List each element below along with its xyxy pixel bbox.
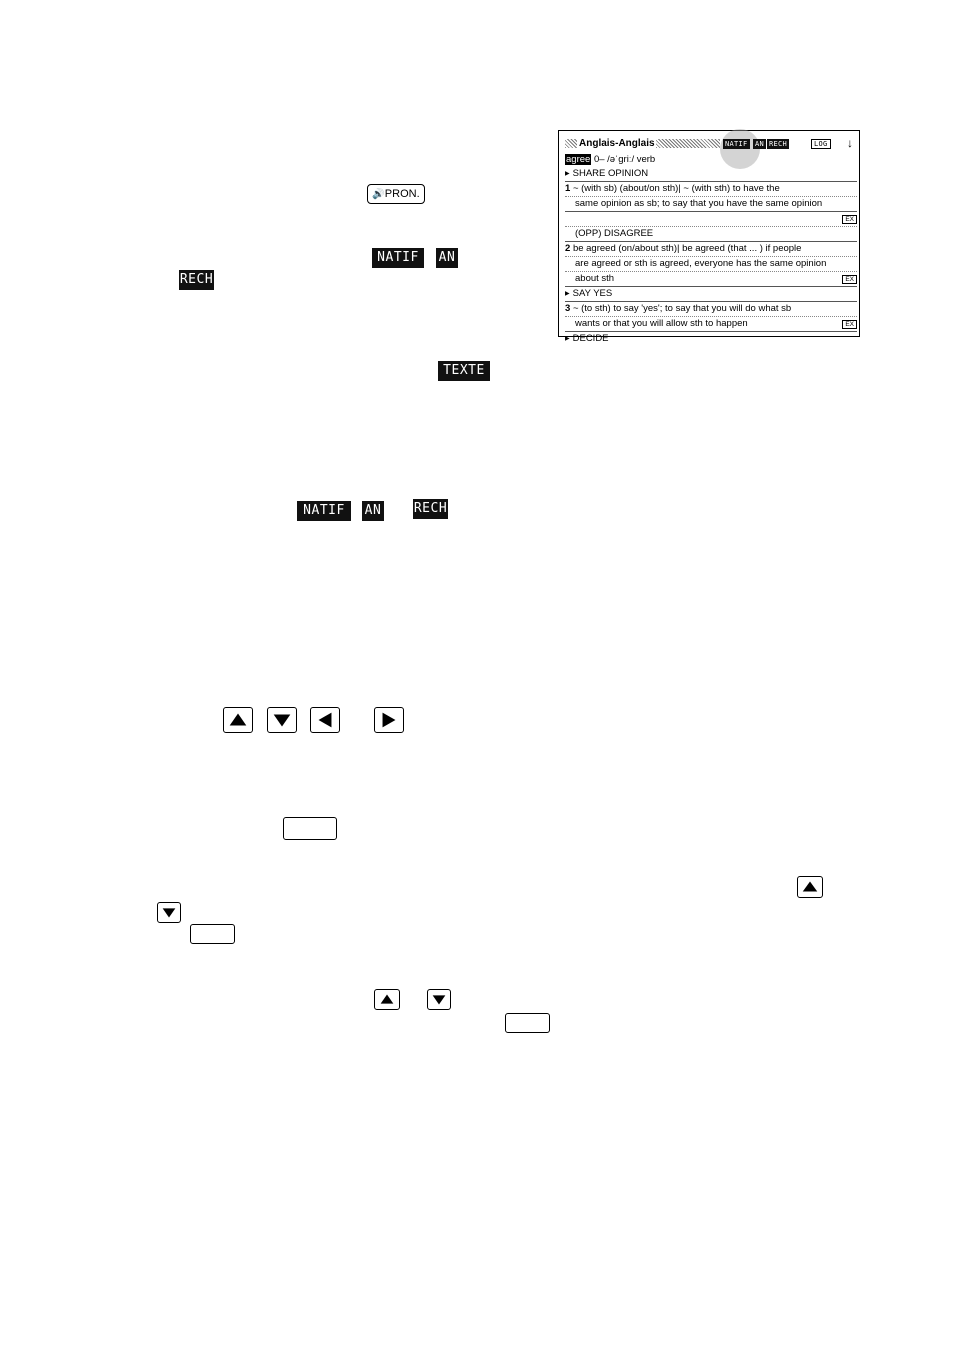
right-arrow-icon <box>375 708 403 732</box>
up-key[interactable] <box>223 707 253 733</box>
ex-key: EX <box>842 320 857 329</box>
natif-key[interactable]: NATIF <box>297 501 351 521</box>
entry-line: are agreed or sth is agreed, everyone has the same opinion <box>565 257 857 272</box>
an-key[interactable]: AN <box>436 248 458 268</box>
log-mini-key: LOG <box>811 139 831 149</box>
entry-line: about sth EX <box>565 272 857 287</box>
triangle-icon: ▶ <box>565 291 570 297</box>
pronunciation: 0– /əˈɡriː/ verb <box>591 154 656 165</box>
up-arrow-icon <box>798 877 822 897</box>
ex-key: EX <box>842 215 857 224</box>
entry-line: ▶ DECIDE <box>565 333 609 344</box>
blank-key[interactable] <box>505 1013 550 1033</box>
scroll-down-icon: ↓ <box>847 136 853 150</box>
entry-line: ▶ SHARE OPINION <box>565 167 857 182</box>
entry-text <box>565 153 857 346</box>
triangle-icon: ▶ <box>565 171 570 177</box>
pron-key[interactable]: 🔊PRON. <box>367 184 425 204</box>
hatch-pattern <box>656 139 720 148</box>
up-key[interactable] <box>374 989 400 1010</box>
entry-line: 2 be agreed (on/about sth)| be agreed (that ... ) if people <box>565 242 857 257</box>
down-arrow-icon <box>158 903 180 922</box>
rech-key[interactable]: RECH <box>413 499 448 519</box>
rech-key[interactable]: RECH <box>179 270 214 290</box>
screen-title: Anglais-Anglais <box>579 138 655 149</box>
triangle-icon: ▶ <box>565 336 570 342</box>
screen-header <box>559 137 859 151</box>
down-key[interactable] <box>267 707 297 733</box>
up-key[interactable] <box>797 876 823 898</box>
entry-line: ▶ SAY YES <box>565 287 857 302</box>
hatch-pattern <box>565 139 577 148</box>
blank-key[interactable] <box>283 817 337 840</box>
natif-key[interactable]: NATIF <box>372 248 424 268</box>
speaker-icon: 🔊 <box>372 189 385 200</box>
left-arrow-icon <box>311 708 339 732</box>
entry-line: same opinion as sb; to say that you have the same opinion <box>565 197 857 212</box>
an-key[interactable]: AN <box>362 501 384 521</box>
down-arrow-icon <box>268 708 296 732</box>
entry-line <box>565 212 857 227</box>
rech-mini-key: RECH <box>769 140 788 148</box>
right-key[interactable] <box>374 707 404 733</box>
entry-line: wants or that you will allow sth to happen EX <box>565 317 857 332</box>
down-key[interactable] <box>157 902 181 923</box>
entry-line: (OPP) DISAGREE <box>565 227 857 242</box>
an-mini-key: AN <box>755 140 765 148</box>
entry-line: 3 ~ (to sth) to say 'yes'; to say that you will do what sb <box>565 302 857 317</box>
natif-mini-key: NATIF <box>725 140 748 148</box>
entry-line: 1 ~ (with sb) (about/on sth)| ~ (with sth) to have the <box>565 182 857 197</box>
down-key[interactable] <box>427 989 451 1010</box>
left-key[interactable] <box>310 707 340 733</box>
headword-line <box>565 153 857 167</box>
up-arrow-icon <box>224 708 252 732</box>
dictionary-screen <box>558 130 860 344</box>
texte-key[interactable]: TEXTE <box>438 361 490 381</box>
blank-key[interactable] <box>190 924 235 944</box>
headword: agree <box>566 154 591 165</box>
down-arrow-icon <box>428 990 450 1009</box>
ex-key: EX <box>842 275 857 284</box>
up-arrow-icon <box>375 990 399 1009</box>
